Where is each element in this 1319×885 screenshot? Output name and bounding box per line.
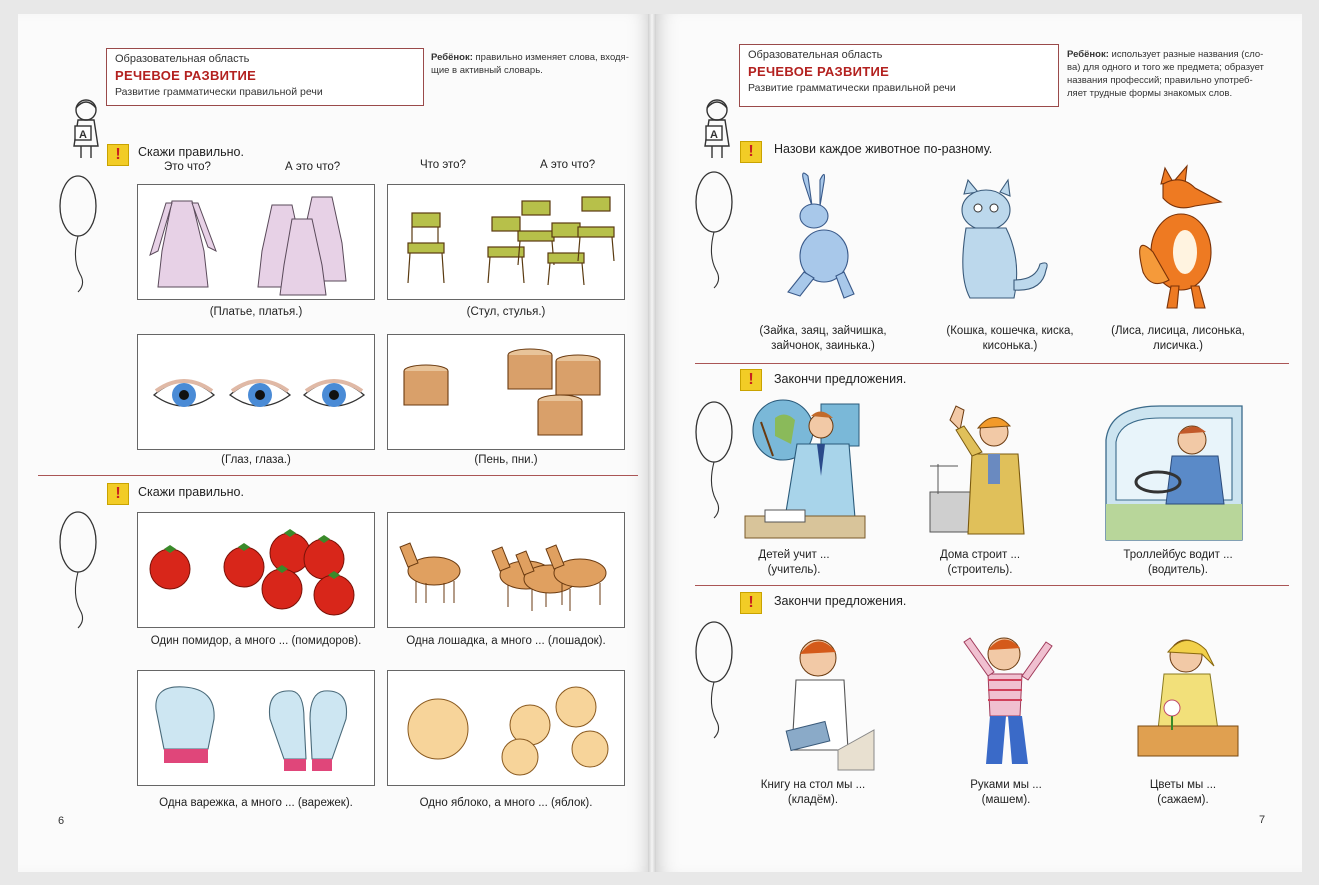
caption-flower-line1: Цветы мы ... bbox=[1149, 779, 1217, 791]
caption-fox bbox=[1098, 324, 1258, 354]
task-say-correctly-2: Скажи правильно. bbox=[138, 485, 244, 499]
girl-planting-illustration bbox=[1128, 630, 1244, 764]
caption-apple: Одно яблоко, а много ... (яблок). bbox=[419, 797, 593, 809]
boy-waving-illustration bbox=[950, 620, 1060, 770]
caption-mitten: Одна варежка, а много ... (варежек). bbox=[159, 797, 353, 809]
question-and-this-what-2: А это что? bbox=[540, 159, 596, 171]
cat-illustration bbox=[950, 180, 1060, 304]
section-divider bbox=[695, 363, 1289, 364]
caption-book-line2: (кладём). bbox=[787, 794, 839, 806]
right-header-subtitle: Развитие грамматически правильной речи bbox=[748, 82, 956, 94]
picture-frame-tomato bbox=[137, 512, 375, 628]
right-area-label: Образовательная область bbox=[748, 49, 883, 61]
left-header-title: РЕЧЕВОЕ РАЗВИТИЕ bbox=[115, 68, 257, 83]
caption-hare-line1: (Зайка, заяц, зайчишка, bbox=[759, 325, 887, 337]
caption-hare bbox=[748, 324, 898, 354]
picture-frame-mitten bbox=[137, 670, 375, 786]
caption-chair: (Стул, стулья.) bbox=[466, 306, 546, 318]
page-number-right: 7 bbox=[1259, 814, 1266, 826]
caption-teacher-line2: (учитель). bbox=[767, 564, 821, 576]
task-finish-sentences-1: Закончи предложения. bbox=[774, 372, 907, 386]
exclamation-icon: ! bbox=[740, 141, 762, 163]
task-finish-sentences-2: Закончи предложения. bbox=[774, 594, 907, 608]
svg-text:A: A bbox=[79, 129, 87, 141]
boy-book-illustration bbox=[778, 630, 878, 770]
balloon-icon bbox=[58, 174, 102, 294]
horse-illustration bbox=[394, 523, 620, 619]
page-number-left: 6 bbox=[58, 815, 65, 827]
caption-cat-line2: кисонька.) bbox=[982, 340, 1038, 352]
caption-wave bbox=[936, 778, 1076, 808]
left-note-line2: щие в активный словарь. bbox=[431, 65, 543, 76]
right-note-line1: использует разные названия (сло- bbox=[1111, 49, 1264, 60]
picture-frame-chair bbox=[387, 184, 625, 300]
question-what-is-this-2: Что это? bbox=[420, 159, 466, 171]
hare-illustration bbox=[780, 172, 860, 302]
balloon-icon bbox=[58, 510, 102, 630]
caption-builder bbox=[910, 548, 1050, 578]
caption-driver-line1: Троллейбус водит ... bbox=[1123, 549, 1233, 561]
left-area-label: Образовательная область bbox=[115, 53, 250, 65]
right-header-title: РЕЧЕВОЕ РАЗВИТИЕ bbox=[748, 64, 890, 79]
trolleybus-driver-illustration bbox=[1100, 400, 1244, 540]
girl-letter-a-icon bbox=[695, 96, 739, 162]
apple-illustration bbox=[394, 679, 620, 779]
exclamation-icon: ! bbox=[740, 369, 762, 391]
book-spine bbox=[648, 14, 656, 872]
question-this-what-1: Это что? bbox=[164, 161, 211, 173]
right-note-label: Ребёнок: bbox=[1067, 49, 1109, 60]
caption-builder-line1: Дома строит ... bbox=[939, 549, 1021, 561]
caption-teacher bbox=[724, 548, 864, 578]
caption-teacher-line1: Детей учит ... bbox=[758, 549, 830, 561]
stump-illustration bbox=[394, 343, 620, 443]
right-header-box bbox=[739, 44, 1059, 107]
caption-horse: Одна лошадка, а много ... (лошадок). bbox=[406, 635, 606, 647]
caption-flower-line2: (сажаем). bbox=[1157, 794, 1209, 806]
caption-driver-line2: (водитель). bbox=[1148, 564, 1208, 576]
left-child-note bbox=[431, 51, 643, 77]
chair-illustration bbox=[394, 193, 620, 293]
left-header-box bbox=[106, 48, 424, 106]
caption-tomato: Один помидор, а много ... (помидоров). bbox=[150, 635, 362, 647]
left-note-line1: правильно изменяет слова, входя- bbox=[475, 52, 629, 63]
exclamation-icon: ! bbox=[107, 144, 129, 166]
caption-dress: (Платье, платья.) bbox=[209, 306, 303, 318]
caption-fox-line1: (Лиса, лисица, лисонька, bbox=[1111, 325, 1245, 337]
section-divider bbox=[38, 475, 638, 476]
task-say-correctly-1: Скажи правильно. bbox=[138, 145, 244, 159]
builder-illustration bbox=[928, 404, 1038, 536]
caption-driver bbox=[1098, 548, 1258, 578]
balloon-icon bbox=[694, 620, 738, 740]
right-note-line3: названия профессий; правильно употреб- bbox=[1067, 75, 1253, 86]
caption-wave-line2: (машем). bbox=[981, 794, 1031, 806]
caption-wave-line1: Руками мы ... bbox=[970, 779, 1042, 791]
right-child-note bbox=[1067, 48, 1283, 100]
mitten-illustration bbox=[144, 679, 370, 779]
girl-letter-a-icon bbox=[64, 96, 108, 162]
picture-frame-dress bbox=[137, 184, 375, 300]
caption-cat bbox=[930, 324, 1090, 354]
exclamation-icon: ! bbox=[740, 592, 762, 614]
section-divider bbox=[695, 585, 1289, 586]
right-note-line4: ляет трудные формы знакомых слов. bbox=[1067, 88, 1233, 99]
right-note-line2: ва) для одного и того же предмета; образует bbox=[1067, 62, 1264, 73]
caption-builder-line2: (строитель). bbox=[947, 564, 1013, 576]
task-name-animals: Назови каждое животное по-разному. bbox=[774, 142, 993, 156]
balloon-icon bbox=[694, 170, 738, 290]
picture-frame-stump bbox=[387, 334, 625, 450]
left-note-label: Ребёнок: bbox=[431, 52, 473, 63]
question-and-this-what-1: А это что? bbox=[285, 161, 341, 173]
exclamation-icon: ! bbox=[107, 483, 129, 505]
svg-text:A: A bbox=[710, 129, 718, 141]
picture-frame-horse bbox=[387, 512, 625, 628]
picture-frame-apple bbox=[387, 670, 625, 786]
caption-hare-line2: зайчонок, заинька.) bbox=[771, 340, 875, 352]
eye-illustration bbox=[144, 365, 370, 425]
caption-fox-line2: лисичка.) bbox=[1152, 340, 1203, 352]
fox-illustration bbox=[1125, 162, 1245, 312]
caption-stump: (Пень, пни.) bbox=[474, 454, 538, 466]
teacher-illustration bbox=[745, 396, 865, 538]
caption-cat-line1: (Кошка, кошечка, киска, bbox=[946, 325, 1074, 337]
caption-book bbox=[738, 778, 888, 808]
dress-illustration bbox=[142, 191, 372, 295]
balloon-icon bbox=[694, 400, 738, 520]
caption-book-line1: Книгу на стол мы ... bbox=[760, 779, 866, 791]
picture-frame-eye bbox=[137, 334, 375, 450]
left-header-subtitle: Развитие грамматически правильной речи bbox=[115, 86, 323, 98]
caption-flower bbox=[1108, 778, 1258, 808]
caption-eye: (Глаз, глаза.) bbox=[221, 454, 291, 466]
tomato-illustration bbox=[144, 521, 370, 621]
